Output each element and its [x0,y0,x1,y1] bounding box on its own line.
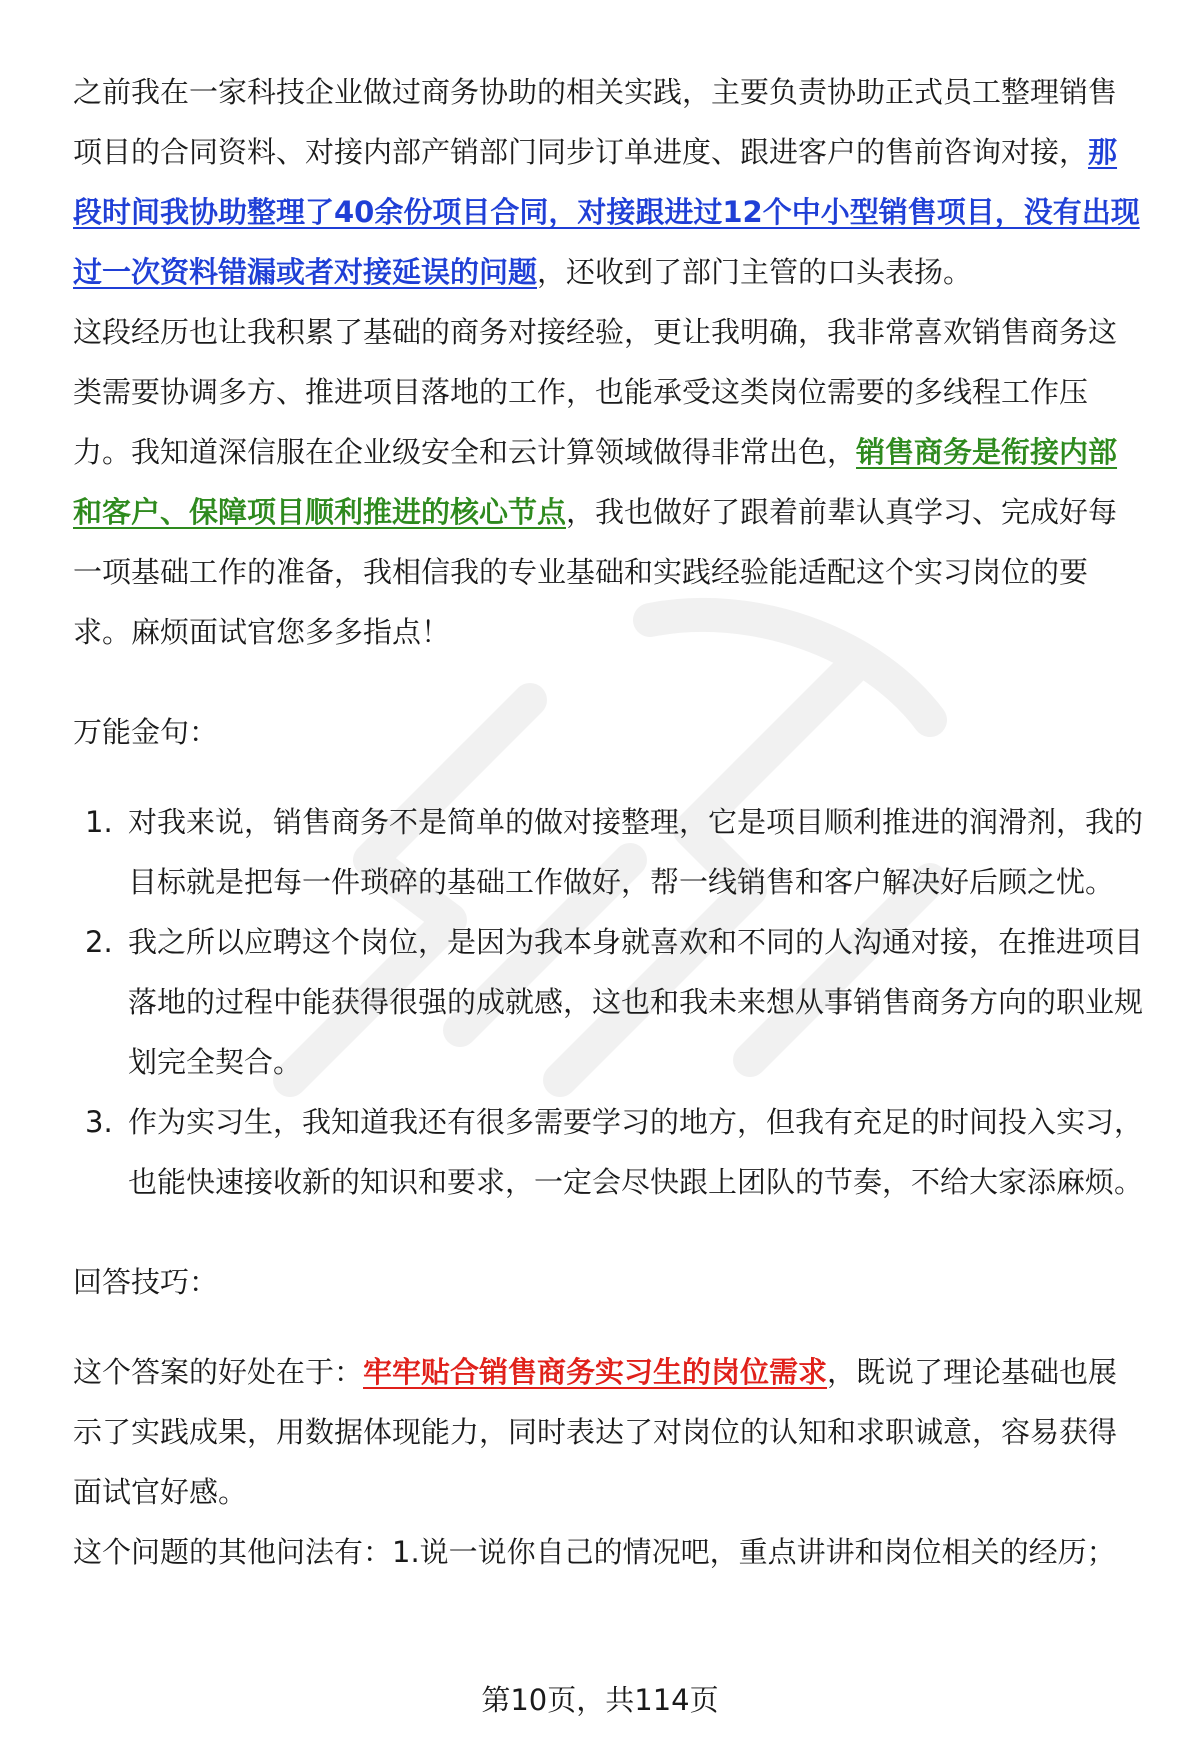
tips-text-before: 这个答案的好处在于： [73,1355,364,1389]
experience-paragraph [73,302,1145,662]
tips-paragraph [73,1342,1145,1522]
intro-text-before: 之前我在一家科技企业做过商务协助的相关实践，主要负责协助正式员工整理销售项目的合同资料、对接内部产销部门同步订单进度、跟进客户的售前咨询对接， [73,75,1118,169]
list-item-number: 3. [85,1105,113,1139]
experience-highlight: 销售商务是衔接内部和客户、保障项目顺利推进的核心节点 [73,435,1118,529]
intro-highlight: 那段时间我协助整理了40余份项目合同，对接跟进过12个中小型销售项目，没有出现过一次资料错漏或者对接延误的问题 [73,135,1140,289]
golden-sentences-heading: 万能金句： [73,715,219,749]
golden-sentences-list [73,792,1145,1212]
intro-paragraph [73,62,1145,302]
list-item-number: 2. [85,925,113,959]
document-content [73,62,1145,1582]
list-item-text: 作为实习生，我知道我还有很多需要学习的地方，但我有充足的时间投入实习，也能快速接收新的知识和要求，一定会尽快跟上团队的节奏，不给大家添麻烦。 [128,1105,1144,1199]
list-item-text: 对我来说，销售商务不是简单的做对接整理，它是项目顺利推进的润滑剂，我的目标就是把每一件琐碎的基础工作做好，帮一线销售和客户解决好后顾之忧。 [128,805,1144,899]
page-number: 第10页，共114页 [481,1683,719,1717]
tips-highlight: 牢牢贴合销售商务实习生的岗位需求 [363,1355,828,1389]
tips-text-after: ，既说了理论基础也展示了实践成果，用数据体现能力，同时表达了对岗位的认知和求职诚意，容易获得面试官好感。 [73,1355,1118,1509]
tips-heading: 回答技巧： [73,1265,219,1299]
experience-text-after: ，我也做好了跟着前辈认真学习、完成好每一项基础工作的准备，我相信我的专业基础和实践经验能适配这个实习岗位的要求。麻烦面试官您多多指点！ [73,495,1118,649]
experience-text-before: 这段经历也让我积累了基础的商务对接经验，更让我明确，我非常喜欢销售商务这类需要协调多方、推进项目落地的工作，也能承受这类岗位需要的多线程工作压力。我知道深信服在企业级安全和云计算领域做得非常出色， [73,315,1118,469]
list-item [73,792,1145,912]
intro-text-after: ，还收到了部门主管的口头表扬。 [537,255,973,289]
list-item-text: 我之所以应聘这个岗位，是因为我本身就喜欢和不同的人沟通对接，在推进项目落地的过程中能获得很强的成就感，这也和我未来想从事销售商务方向的职业规划完全契合。 [128,925,1144,1079]
list-item [73,1092,1145,1212]
list-item [73,912,1145,1092]
list-item-number: 1. [85,805,113,839]
alternative-questions-paragraph: 这个问题的其他问法有：1.说一说你自己的情况吧，重点讲讲和岗位相关的经历； [73,1535,1116,1569]
